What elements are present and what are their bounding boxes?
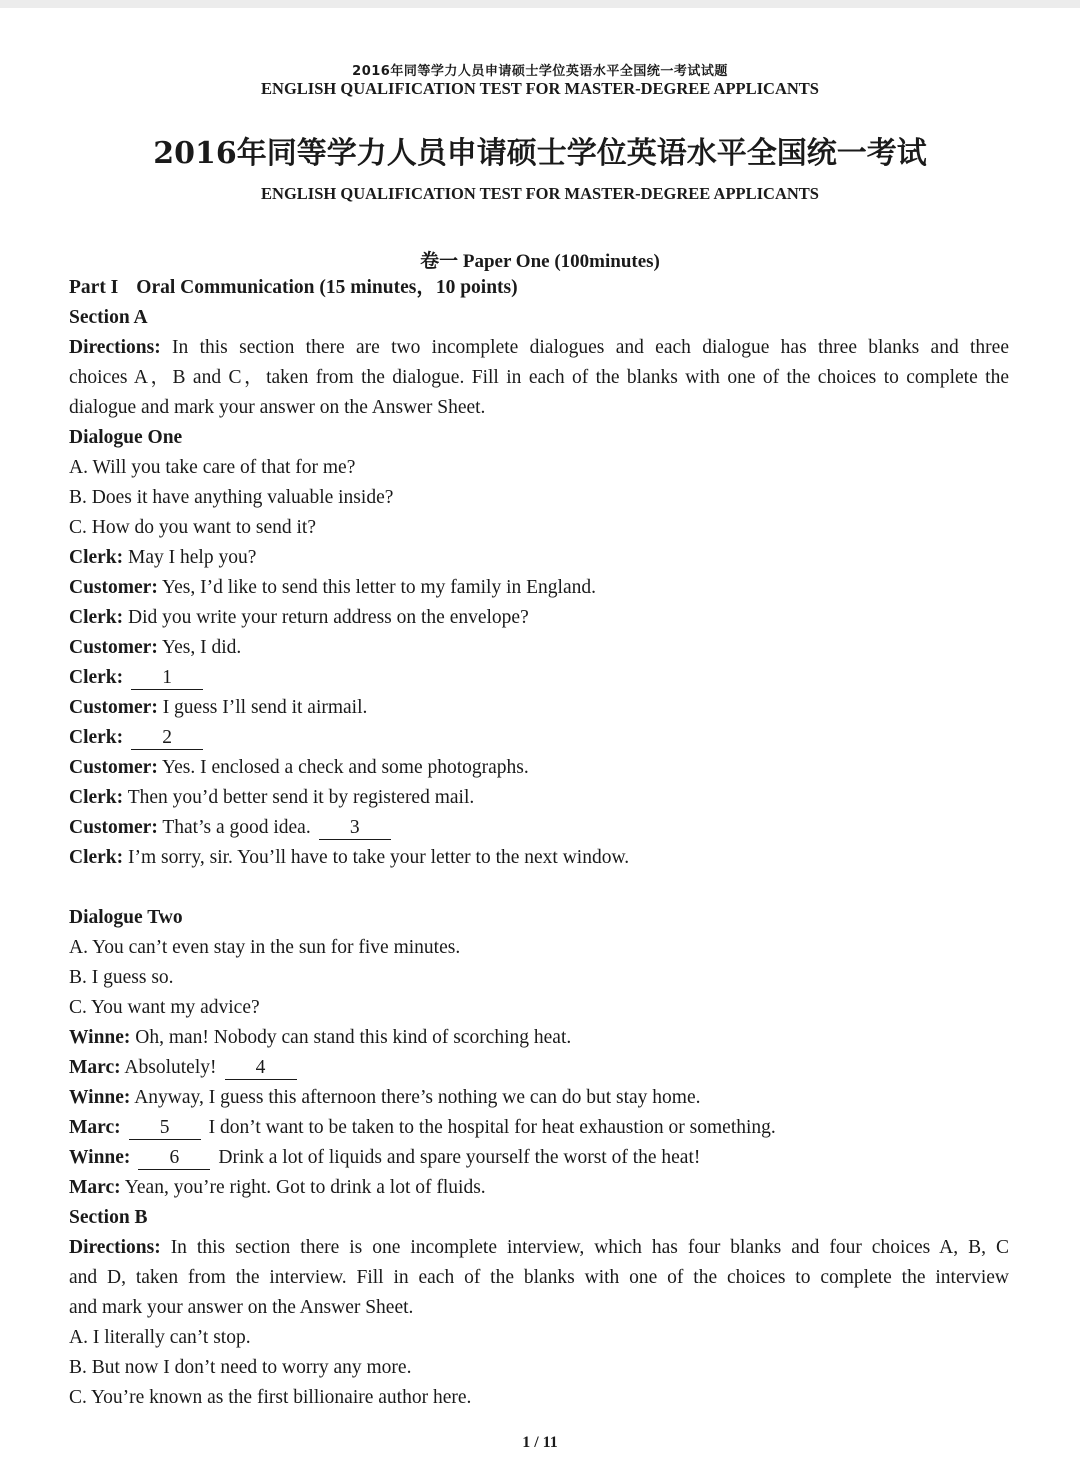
section-a-directions-line1: Directions: In this section there are two incomplete dialogues and each dialogue has three blanks and three: [69, 337, 1009, 358]
choice-item: C. You want my advice?: [69, 997, 260, 1018]
speaker: Customer:: [69, 637, 158, 658]
part-label: Part I: [69, 277, 119, 298]
top-bar: [0, 0, 1080, 8]
directions-label: Directions:: [69, 1237, 161, 1258]
speaker: Winne:: [69, 1027, 131, 1048]
spacer: [69, 873, 1009, 903]
speaker: Clerk:: [69, 547, 124, 568]
dialogue-line: Customer: Yes, I’d like to send this letter to my family in England.: [69, 577, 596, 598]
dialogue-line: [69, 723, 1009, 753]
answer-blank[interactable]: 6: [138, 1147, 210, 1170]
part-title: Oral Communication (15 minutes，10 points): [136, 277, 518, 298]
answer-blank[interactable]: 2: [131, 727, 203, 750]
dialogue-line: [69, 663, 1009, 693]
section-a-title: Section A: [69, 307, 148, 328]
running-header-en: ENGLISH QUALIFICATION TEST FOR MASTER-DEGREE APPLICANTS: [261, 79, 819, 98]
choice-item: C. How do you want to send it?: [69, 517, 316, 538]
answer-blank[interactable]: 3: [319, 817, 391, 840]
section-b-directions-line1: Directions: In this section there is one incomplete interview, which has four blanks and four choices A, B, C: [69, 1237, 1009, 1258]
dialogue-line: Customer: That’s a good idea. 3: [69, 813, 1009, 843]
running-header-cn: 2016年同等学力人员申请硕士学位英语水平全国统一考试试题: [352, 64, 728, 79]
choice-item: C. You’re known as the first billionaire author here.: [69, 1387, 472, 1408]
speaker: Clerk:: [69, 847, 124, 868]
answer-blank[interactable]: 1: [131, 667, 203, 690]
dialogue-one-title: Dialogue One: [69, 427, 183, 448]
dialogue-line: Winne: 6 Drink a lot of liquids and spare yourself the worst of the heat!: [69, 1147, 701, 1168]
choice-item: B. But now I don’t need to worry any more.: [69, 1357, 412, 1378]
speaker: Clerk:: [69, 727, 124, 748]
section-b-title: Section B: [69, 1207, 148, 1228]
dialogue-line: Winne: Anyway, I guess this afternoon there’s nothing we can do but stay home.: [69, 1087, 701, 1108]
choice-item: A. You can’t even stay in the sun for five minutes.: [69, 937, 461, 958]
speaker: Marc:: [69, 1057, 121, 1078]
dialogue-line: Clerk: I’m sorry, sir. You’ll have to take your letter to the next window.: [69, 847, 630, 868]
directions-label: Directions:: [69, 337, 161, 358]
speaker: Clerk:: [69, 667, 124, 688]
dialogue-line: Clerk: May I help you?: [69, 547, 257, 568]
speaker: Clerk:: [69, 787, 124, 808]
dialogue-line: Clerk: Then you’d better send it by registered mail.: [69, 787, 475, 808]
page-number: 1 / 11: [522, 1434, 558, 1451]
dialogue-line: Clerk: Did you write your return address on the envelope?: [69, 607, 529, 628]
section-a-directions-line3: dialogue and mark your answer on the Answer Sheet.: [69, 397, 486, 418]
speaker: Clerk:: [69, 607, 124, 628]
answer-blank[interactable]: 5: [129, 1117, 201, 1140]
dialogue-line: Marc: Absolutely! 4: [69, 1053, 1009, 1083]
speaker: Marc:: [69, 1177, 121, 1198]
section-b-directions-line3: and mark your answer on the Answer Sheet.: [69, 1297, 414, 1318]
speaker: Customer:: [69, 577, 158, 598]
dialogue-line: Marc: Yean, you’re right. Got to drink a lot of fluids.: [69, 1177, 486, 1198]
dialogue-line: Customer: Yes, I did.: [69, 637, 242, 658]
answer-blank[interactable]: 4: [225, 1057, 297, 1080]
choice-item: A. Will you take care of that for me?: [69, 457, 356, 478]
section-b-directions-line2: and D, taken from the interview. Fill in each of the blanks with one of the choices to complete the interview: [69, 1267, 1009, 1288]
choice-item: B. Does it have anything valuable inside?: [69, 487, 394, 508]
speaker: Marc:: [69, 1117, 121, 1138]
speaker: Winne:: [69, 1087, 131, 1108]
dialogue-line: Winne: Oh, man! Nobody can stand this kind of scorching heat.: [69, 1027, 572, 1048]
paper-heading: 卷一 Paper One (100minutes): [420, 251, 660, 272]
speaker: Customer:: [69, 697, 158, 718]
exam-body: [69, 273, 1009, 1413]
speaker: Customer:: [69, 817, 158, 838]
exam-title-en: ENGLISH QUALIFICATION TEST FOR MASTER-DEGREE APPLICANTS: [261, 184, 819, 203]
section-a-directions-line2: choices A，B and C，taken from the dialogue. Fill in each of the blanks with one of the choices to complete the: [69, 367, 1009, 388]
choice-item: B. I guess so.: [69, 967, 174, 988]
speaker: Customer:: [69, 757, 158, 778]
part-heading: [69, 273, 1009, 303]
dialogue-line: Marc: 5 I don’t want to be taken to the hospital for heat exhaustion or something.: [69, 1117, 776, 1138]
dialogue-two-title: Dialogue Two: [69, 907, 183, 928]
dialogue-line: Customer: I guess I’ll send it airmail.: [69, 697, 368, 718]
dialogue-line: Customer: Yes. I enclosed a check and some photographs.: [69, 757, 529, 778]
speaker: Winne:: [69, 1147, 131, 1168]
choice-item: A. I literally can’t stop.: [69, 1327, 251, 1348]
exam-title-cn: 2016年同等学力人员申请硕士学位英语水平全国统一考试: [153, 136, 927, 171]
